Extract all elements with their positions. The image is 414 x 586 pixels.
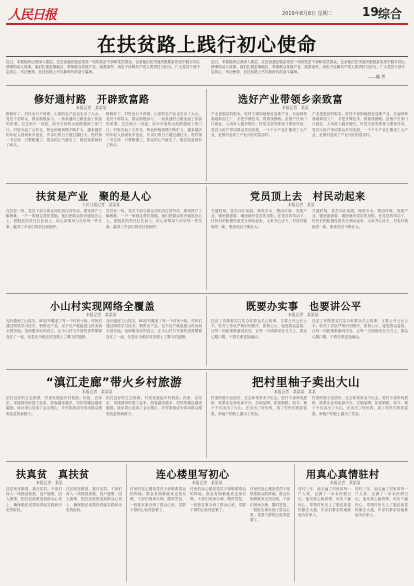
headline-rule — [6, 56, 408, 57]
article-byline: 本报记者 某某某 — [192, 480, 223, 485]
article-body: 驻村三年，他走遍了村里的每一户人家，记满了一本本民情日记。他用真心换真情，用实干赢民心，带领村民走上了脱贫致富的康庄大道，乡亲们都亲切地称他为自家人。 — [298, 487, 351, 518]
article-byline: 人民日报记者 某某某 — [82, 202, 120, 207]
column-rule — [206, 186, 207, 290]
article-body: 扶贫贵在精准，重在实效。干部们深入一线摸清底数，因户施策、因人施策，把扶贫政策送到群众心坎上，确保脱贫成果经得起实践和历史的检验。 — [6, 487, 62, 512]
newspaper-page — [6, 3, 408, 583]
article-byline: 本报记者 某某 — [288, 202, 315, 207]
column-rule — [206, 296, 207, 366]
divider — [6, 369, 408, 370]
article-body-continued: 驻村三年，他走遍了村里的每一户人家，记满了一本本民情日记。他用真心换真情，用实干赢民心，带领村民走上了脱贫致富的康庄大道，乡亲们都亲切地称他为自家人。 — [355, 487, 408, 518]
article-body-continued: 扶贫贵在精准，重在实效。干部们深入一线摸清底数，因户施策、因人施策，把扶贫政策送到群众心坎上，确保脱贫成果经得起实践和历史的检验。 — [66, 487, 122, 512]
article-body-continued: 村里的柚子品质好，过去却常常卖不出去。驻村干部牵线搭桥，联系企业和电商平台，打响品牌，拓宽销路。如今，柚子不仅卖出了大山，还卖出了好价钱，成了村民们的致富果，种植户的脸上露出了笑容。 — [312, 396, 408, 416]
article-body: 依托良好的生态资源，村里发展起乡村旅游。民宿、农家乐、采摘园纷纷建了起来，游客越来越多，村民的腰包越来越鼓。绿水青山变成了金山银山，乡村旅游成为带动群众增收致富的新路子。 — [6, 396, 102, 416]
divider — [6, 461, 408, 462]
newspaper-logo: 人民日报 — [8, 8, 57, 23]
article-byline: 本报记者 某某 — [36, 480, 63, 485]
masthead — [6, 3, 408, 25]
page-headline: 在扶贫路上践行初心使命 — [96, 34, 317, 56]
editor-sign: ——编 者 — [368, 74, 386, 79]
divider — [6, 293, 408, 294]
issue-date: 2019年8月8日 星期二 — [282, 11, 333, 17]
article-body-continued: 路修好了，村民出行不再难，山里的农产品也走出了大山。党员干部带头，群众积极参与，一条条通村公路连起了致富的希望。过去雨天一身泥，如今平坦的水泥路通到了家门口。村里办起了合作社，特色种植规模不断扩大，越来越多的年轻人回到家乡创业，乡亲们的日子越过越红火。驻村第一书记说：只要路通了，群众的心气就足了，脱贫致富就有了盼头。 — [106, 112, 202, 148]
article-title: 扶真贫 真扶贫 — [16, 470, 90, 481]
article-body: 扶贫工作既要实打实办好群众关心的事，又要公开公正公平。驻村工作队严格识别程序，张榜公示，接受群众监督，让每一项政策都落到实处，让每一分钱都用在刀刃上，群众心服口服，干群关系更加融洽。 — [211, 319, 307, 339]
article-body: 光纤通到了山沟沟，4G信号覆盖了每一个村民小组。村民们通过网络学习技术、销售农产品，足不出户就能把山货卖到全国各地。电商服务站的设立，让小山村与外面的世界紧紧连在了一起，信息化为脱贫攻坚插上了腾飞的翅膀。 — [6, 319, 102, 339]
divider — [6, 183, 408, 184]
column-rule — [206, 89, 207, 181]
lead-paragraph-right: 近日，本报组织记者深入基层，走近奋战在脱贫攻坚一线的扶贫干部和党员群众，记录他们在决战决胜脱贫攻坚中践行初心使命的动人故事。他们扎根贫困地区，带领群众发展产业、改善条件，用实干诠释共产党人的责任与担当。广大党员干部不忘初心、牢记使命，在扶贫路上书写新时代的奋斗篇章。 — [211, 60, 406, 74]
column-rule — [294, 464, 295, 582]
page-number: 19 — [362, 5, 379, 19]
article-byline: 本报记者 某某某 — [86, 312, 117, 317]
article-body: 村里的连心楼是党员干部联系群众的阵地。群众有困难就来这里反映，干部们现场办理、限时答复，一桩桩实事办到了群众心里，党群干群的心贴得更紧了。 — [130, 487, 186, 512]
article-byline: 本报记者 某某某 — [330, 480, 361, 485]
article-title: “滇江走廊”带火乡村旅游 — [46, 375, 183, 389]
page-section-name: 综合 — [378, 7, 403, 21]
article-body-continued: 扶贫工作既要实打实办好群众关心的事，又要公开公正公平。驻村工作队严格识别程序，张榜公示，接受群众监督，让每一项政策都落到实处，让每一分钱都用在刀刃上，群众心服口服，干群关系更加融洽。 — [312, 319, 408, 339]
article-body: 在扶贫一线，党员干部与群众同吃同住同劳动，挨家挨户了解困难，一户一策制定帮扶措施。他们把群众的冷暖放在心上，把脱贫的责任扛在肩上，用心用情用力办好每一件实事，赢得了乡亲们的信任和拥护。 — [6, 209, 102, 229]
article-body: 产业是脱贫的根本。驻村干部因地制宜选准产业，办起种养基地和加工厂，手把手教技术，帮着找销路。贫困户在家门口就业，人均收入稳步增长。村党支部发挥战斗堡垒作用，党员示范户带动群众共同发展，一个个小产业汇聚成了大产业，贫困村变成了产业兴旺的富裕村。 — [211, 112, 307, 137]
column-rule — [126, 464, 127, 582]
article-title: 把村里柚子卖出大山 — [252, 375, 360, 389]
article-body-continued: 村里的连心楼是党员干部联系群众的阵地。群众有困难就来这里反映，干部们现场办理、限时答复，一桩桩实事办到了群众心里，党群干群的心贴得更紧了。 — [250, 487, 290, 523]
column-rule — [206, 372, 207, 458]
article-body-continued: 在扶贫一线，党员干部与群众同吃同住同劳动，挨家挨户了解困难，一户一策制定帮扶措施。他们把群众的冷暖放在心上，把脱贫的责任扛在肩上，用心用情用力办好每一件实事，赢得了乡亲们的信任和拥护。 — [106, 209, 202, 229]
divider — [6, 85, 408, 86]
article-byline: 本报记者 某某 — [282, 105, 309, 110]
article-title: 修好通村路 开辟致富路 — [34, 95, 150, 106]
article-byline: 本报记者 某某某 — [76, 105, 107, 110]
article-body: 村里的柚子品质好，过去却常常卖不出去。驻村干部牵线搭桥，联系企业和电商平台，打响品牌，拓宽销路。如今，柚子不仅卖出了大山，还卖出了好价钱，成了村民们的致富果，种植户的脸上露出了笑容。 — [211, 396, 307, 416]
article-byline: 本报记者 某某某 某某 — [274, 389, 316, 394]
article-title: 小山村实现网络全覆盖 — [50, 302, 155, 313]
lead-paragraph-left: 近日，本报组织记者深入基层，走近奋战在脱贫攻坚一线的扶贫干部和党员群众，记录他们在决战决胜脱贫攻坚中践行初心使命的动人故事。他们扎根贫困地区，带领群众发展产业、改善条件，用实干诠释共产党人的责任与担当。广大党员干部不忘初心、牢记使命，在扶贫路上书写新时代的奋斗篇章。 — [6, 60, 201, 74]
article-byline: 本报记者 某某某 — [82, 389, 113, 394]
article-body-continued: 光纤通到了山沟沟，4G信号覆盖了每一个村民小组。村民们通过网络学习技术、销售农产品，足不出户就能把山货卖到全国各地。电商服务站的设立，让小山村与外面的世界紧紧连在了一起，信息化为脱贫攻坚插上了腾飞的翅膀。 — [106, 319, 202, 339]
article-title: 党员顶上去 村民动起来 — [250, 192, 366, 203]
article-body-continued: 关键时刻，党员冲在前面。修渠引水、整治环境、发展产业，哪里最需要，哪里就有党员的身影。在党员的带动下，村民们的积极性被充分调动起来，大家齐心协力，村容村貌焕然一新，集体经济不断壮大。 — [312, 209, 408, 229]
article-byline: 本报记者 某某某 — [288, 312, 319, 317]
article-title: 连心楼里写初心 — [156, 470, 230, 481]
article-title: 既要办实事 也要讲公平 — [246, 302, 362, 313]
article-title: 选好产业带领乡亲致富 — [238, 95, 343, 106]
article-body: 路修好了，村民出行不再难，山里的农产品也走出了大山。党员干部带头，群众积极参与，一条条通村公路连起了致富的希望。过去雨天一身泥，如今平坦的水泥路通到了家门口。村里办起了合作社，特色种植规模不断扩大，越来越多的年轻人回到家乡创业，乡亲们的日子越过越红火。驻村第一书记说：只要路通了，群众的心气就足了，脱贫致富就有了盼头。 — [6, 112, 102, 148]
article-body-continued: 村里的连心楼是党员干部联系群众的阵地。群众有困难就来这里反映，干部们现场办理、限时答复，一桩桩实事办到了群众心里，党群干群的心贴得更紧了。 — [190, 487, 246, 512]
article-title: 扶贫是产业 聚的是人心 — [36, 192, 152, 203]
article-title: 用真心真情驻村 — [306, 470, 380, 481]
article-body-continued: 产业是脱贫的根本。驻村干部因地制宜选准产业，办起种养基地和加工厂，手把手教技术，帮着找销路。贫困户在家门口就业，人均收入稳步增长。村党支部发挥战斗堡垒作用，党员示范户带动群众共同发展，一个个小产业汇聚成了大产业，贫困村变成了产业兴旺的富裕村。 — [312, 112, 408, 137]
article-body: 关键时刻，党员冲在前面。修渠引水、整治环境、发展产业，哪里最需要，哪里就有党员的身影。在党员的带动下，村民们的积极性被充分调动起来，大家齐心协力，村容村貌焕然一新，集体经济不断壮大。 — [211, 209, 307, 229]
article-body-continued: 依托良好的生态资源，村里发展起乡村旅游。民宿、农家乐、采摘园纷纷建了起来，游客越来越多，村民的腰包越来越鼓。绿水青山变成了金山银山，乡村旅游成为带动群众增收致富的新路子。 — [106, 396, 202, 416]
